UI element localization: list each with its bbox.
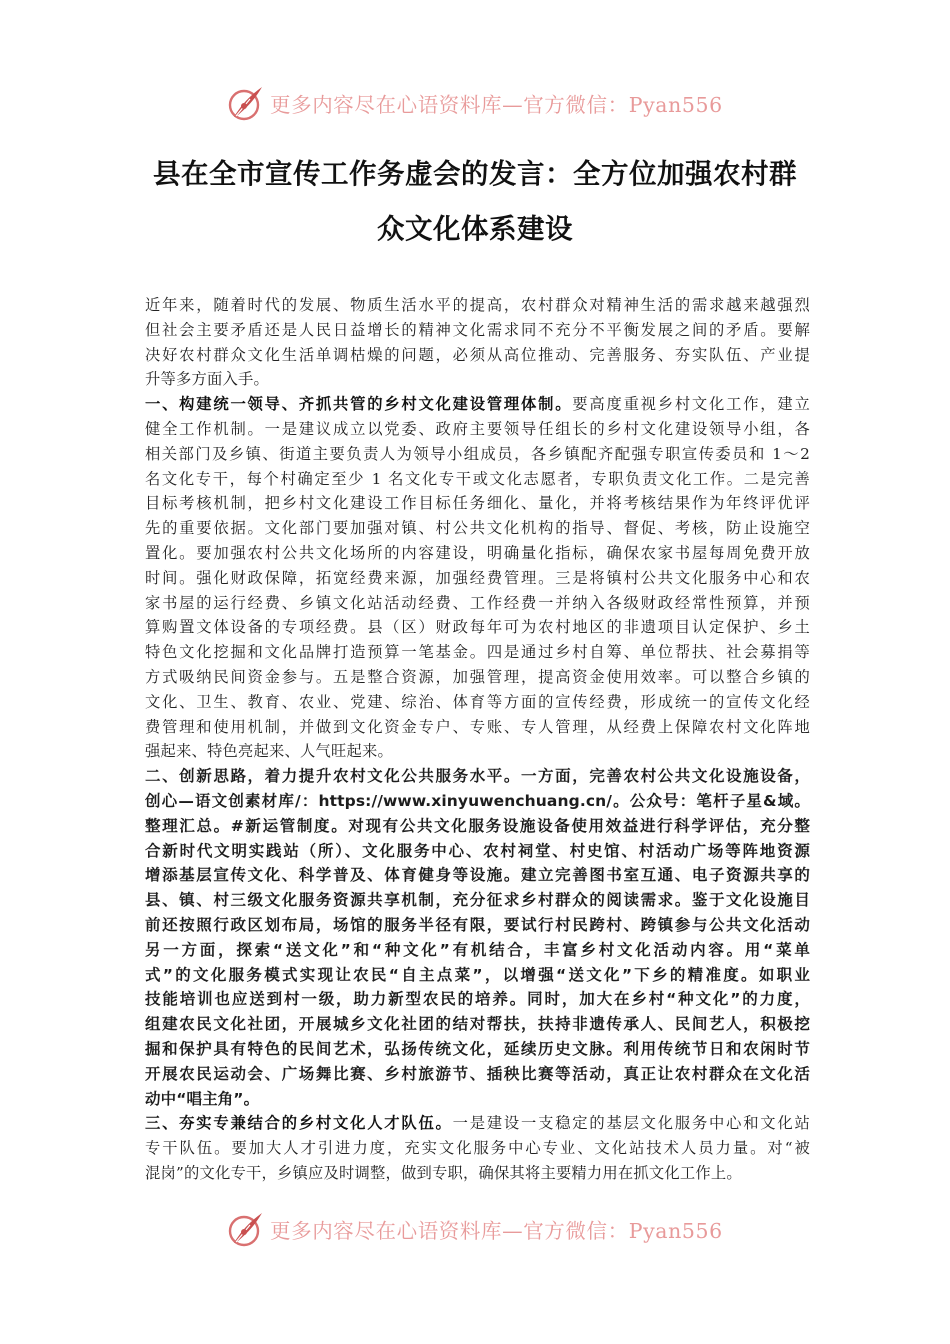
- text-line: [145, 392, 810, 417]
- text-line: 决好农村群众文化生活单调枯燥的问题，必须从高位推动、完善服务、夯实队伍、产业提: [145, 345, 810, 364]
- title-line: 众文化体系建设: [377, 213, 573, 245]
- text-line: 创心—语文创素材库/：https://www.xinyuwenchuang.cn/。公众号：笔杆子星&域。: [145, 791, 810, 810]
- watermark-text: 更多内容尽在心语资料库—官方微信：Pyan556: [270, 93, 723, 117]
- text-line: 时间。强化财政保障，拓宽经费来源，加强经费管理。三是将镇村公共文化服务中心和农: [145, 568, 810, 587]
- text-line: 升等多方面入手。: [145, 370, 269, 389]
- watermark-header: [226, 83, 746, 123]
- text-line: 相关部门及乡镇、街道主要负责人为领导小组成员，各乡镇配齐配强专职宣传委员和 1～2: [145, 444, 810, 463]
- paragraph-section-3: [145, 1111, 810, 1185]
- text-span: 要高度重视乡村文化工作，建立: [572, 395, 810, 414]
- paragraph-intro: [145, 293, 810, 392]
- watermark-footer: [226, 1209, 746, 1249]
- title-line: 县在全市宣传工作务虚会的发言：全方位加强农村群: [153, 158, 797, 190]
- text-line: 增添基层宣传文化、科学普及、体育健身等设施。建立完善图书室互通、电子资源共享的: [145, 866, 810, 885]
- text-line: 强起来、特色亮起来、人气旺起来。: [145, 742, 393, 761]
- text-line: 健全工作机制。一是建议成立以党委、政府主要领导任组长的乡村文化建设领导小组，各: [145, 419, 810, 438]
- text-line: 掘和保护具有特色的民间艺术，弘扬传统文化，延续历史文脉。利用传统节日和农闲时节: [145, 1039, 810, 1058]
- text-line: 式”的文化服务模式实现让农民“自主点菜”，以增强“送文化”下乡的精准度。如职业: [145, 965, 810, 984]
- text-line: 混岗”的文化专干，乡镇应及时调整，做到专职，确保其将主要精力用在抓文化工作上。: [145, 1163, 742, 1182]
- text-line: 二、创新思路，着力提升农村文化公共服务水平。一方面，完善农村公共文化设施设备，: [145, 767, 810, 786]
- text-line: 算购置文体设备的专项经费。县（区）财政每年可为农村地区的非遗项目认定保护、乡土: [145, 618, 810, 637]
- text-span: 一是建设一支稳定的基层文化服务中心和文化站: [452, 1114, 810, 1133]
- text-line: 特色文化挖掘和文化品牌打造预算一笔基金。四是通过乡村自筹、单位帮扶、社会募捐等: [145, 643, 810, 662]
- text-line: 家书屋的运行经费、乡镇文化站活动经费、工作经费一并纳入各级财政经常性预算，并预: [145, 593, 810, 612]
- pen-quill-logo-icon: [226, 83, 266, 123]
- text-line: 近年来，随着时代的发展、物质生活水平的提高，农村群众对精神生活的需求越来越强烈: [145, 296, 810, 314]
- text-line: 名文化专干，每个村确定至少 1 名文化专干或文化志愿者，专职负责文化工作。二是完善: [145, 469, 810, 488]
- text-line: 技能培训也应送到村一级，助力新型农民的培养。同时，加大在乡村“种文化”的力度，: [145, 990, 810, 1009]
- text-line: 目标考核机制，把乡村文化建设工作目标任务细化、量化，并将考核结果作为年终评优评: [145, 494, 810, 513]
- document-body: [145, 293, 810, 1186]
- text-line: 方式吸纳民间资金参与。五是整合资源，加强管理，提高资金使用效率。可以整合乡镇的: [145, 667, 810, 686]
- text-line: 但社会主要矛盾还是人民日益增长的精神文化需求同不充分不平衡发展之间的矛盾。要解: [145, 320, 810, 339]
- paragraph-section-2: [145, 764, 810, 1111]
- text-line: 费管理和使用机制，并做到文化资金专户、专账、专人管理，从经费上保障农村文化阵地: [145, 717, 810, 736]
- text-line: [145, 1111, 810, 1136]
- section-heading: 三、夯实专兼结合的乡村文化人才队伍。: [145, 1114, 453, 1133]
- text-line: 另一方面，探索“送文化”和“种文化”有机结合，丰富乡村文化活动内容。用“菜单: [145, 940, 810, 959]
- text-line: 开展农民运动会、广场舞比赛、乡村旅游节、插秧比赛等活动，真正让农村群众在文化活: [145, 1064, 810, 1083]
- text-line: 先的重要依据。文化部门要加强对镇、村公共文化机构的指导、督促、考核，防止设施空: [145, 519, 810, 538]
- watermark-text: 更多内容尽在心语资料库—官方微信：Pyan556: [270, 1219, 723, 1243]
- text-line: 文化、卫生、教育、农业、党建、综治、体育等方面的宣传经费，形成统一的宣传文化经: [145, 692, 810, 711]
- text-line: 合新时代文明实践站（所）、文化服务中心、农村祠堂、村史馆、村活动广场等阵地资源: [145, 841, 810, 860]
- text-line: 专干队伍。要加大人才引进力度，充实文化服务中心专业、文化站技术人员力量。对“被: [145, 1139, 810, 1158]
- text-line: 前还按照行政区划布局，场馆的服务半径有限，要试行村民跨村、跨镇参与公共文化活动: [145, 915, 810, 934]
- text-line: 置化。要加强农村公共文化场所的内容建设，明确量化指标，确保农家书屋每周免费开放: [145, 543, 810, 562]
- pen-quill-logo-icon: [226, 1209, 266, 1249]
- section-heading: 一、构建统一领导、齐抓共管的乡村文化建设管理体制。: [145, 395, 573, 414]
- paragraph-section-1: [145, 392, 810, 764]
- text-line: 动中“唱主角”。: [145, 1089, 260, 1108]
- text-line: 县、镇、村三级文化服务资源共享机制，充分征求乡村群众的阅读需求。鉴于文化设施目: [145, 891, 810, 910]
- page-title: [130, 147, 820, 257]
- text-line: 整理汇总。#新运管制度。对现有公共文化服务设施设备使用效益进行科学评估，充分整: [145, 816, 810, 835]
- text-line: 组建农民文化社团，开展城乡文化社团的结对帮扶，扶持非遗传承人、民间艺人，积极挖: [145, 1015, 810, 1034]
